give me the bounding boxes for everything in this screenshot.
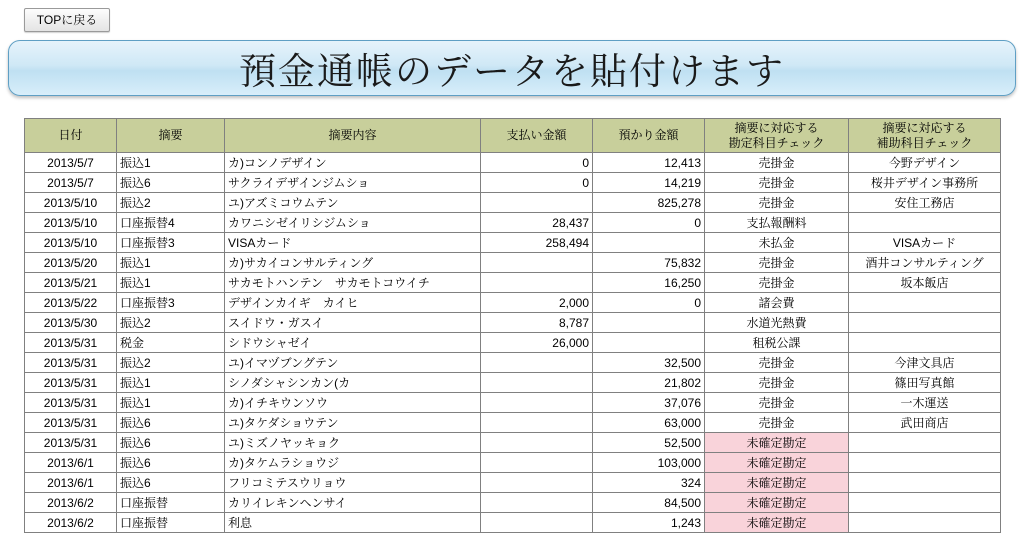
cell-payment[interactable]: 26,000: [481, 333, 593, 353]
table-body: [25, 153, 1001, 533]
cell-sub-account-check[interactable]: [849, 473, 1001, 493]
cell-summary[interactable]: 振込1: [117, 373, 225, 393]
table-row[interactable]: [25, 493, 1001, 513]
cell-summary[interactable]: 振込6: [117, 173, 225, 193]
cell-summary[interactable]: 振込1: [117, 393, 225, 413]
table-row[interactable]: [25, 233, 1001, 253]
cell-detail[interactable]: ユ)アズミコウムテン: [225, 193, 481, 213]
cell-summary[interactable]: 税金: [117, 333, 225, 353]
table-row[interactable]: [25, 513, 1001, 533]
table-row[interactable]: [25, 293, 1001, 313]
cell-detail[interactable]: 利息: [225, 513, 481, 533]
cell-date[interactable]: 2013/5/10: [25, 193, 117, 213]
cell-detail[interactable]: ユ)タケダショウテン: [225, 413, 481, 433]
table-row[interactable]: [25, 473, 1001, 493]
cell-account-check[interactable]: 売掛金: [705, 413, 849, 433]
cell-account-check[interactable]: 租税公課: [705, 333, 849, 353]
cell-payment[interactable]: [481, 393, 593, 413]
cell-payment[interactable]: [481, 453, 593, 473]
cell-detail[interactable]: カ)タケムラショウジ: [225, 453, 481, 473]
cell-detail[interactable]: VISAカード: [225, 233, 481, 253]
cell-payment[interactable]: [481, 413, 593, 433]
cell-deposit[interactable]: 52,500: [593, 433, 705, 453]
table-row[interactable]: [25, 253, 1001, 273]
cell-deposit[interactable]: 63,000: [593, 413, 705, 433]
cell-account-check[interactable]: 売掛金: [705, 253, 849, 273]
cell-detail[interactable]: カワニシゼイリシジムショ: [225, 213, 481, 233]
cell-summary[interactable]: 振込1: [117, 273, 225, 293]
cell-account-check[interactable]: 未確定勘定: [705, 473, 849, 493]
table-row[interactable]: [25, 273, 1001, 293]
cell-date[interactable]: 2013/5/31: [25, 333, 117, 353]
cell-deposit[interactable]: 32,500: [593, 353, 705, 373]
table-row[interactable]: [25, 453, 1001, 473]
cell-date[interactable]: 2013/6/1: [25, 473, 117, 493]
cell-payment[interactable]: [481, 273, 593, 293]
cell-date[interactable]: 2013/5/31: [25, 373, 117, 393]
column-header-account-check-line1: 摘要に対応する: [734, 120, 819, 135]
table-row[interactable]: [25, 433, 1001, 453]
cell-account-check[interactable]: 売掛金: [705, 273, 849, 293]
cell-sub-account-check[interactable]: VISAカード: [849, 233, 1001, 253]
column-header-date-label: 日付: [58, 128, 83, 142]
cell-sub-account-check[interactable]: 桜井デザイン事務所: [849, 173, 1001, 193]
cell-detail[interactable]: フリコミテスウリョウ: [225, 473, 481, 493]
cell-account-check[interactable]: 売掛金: [705, 393, 849, 413]
column-header-account-check: [705, 119, 849, 153]
cell-payment[interactable]: [481, 493, 593, 513]
cell-account-check[interactable]: 諸会費: [705, 293, 849, 313]
cell-date[interactable]: 2013/5/31: [25, 433, 117, 453]
table-row[interactable]: [25, 373, 1001, 393]
page-title: 預金通帳のデータを貼付けます: [239, 50, 785, 93]
cell-sub-account-check[interactable]: 酒井コンサルティング: [849, 253, 1001, 273]
cell-summary[interactable]: 振込2: [117, 193, 225, 213]
cell-deposit[interactable]: [593, 233, 705, 253]
cell-summary[interactable]: 振込6: [117, 413, 225, 433]
cell-summary[interactable]: 振込2: [117, 313, 225, 333]
table-row[interactable]: [25, 313, 1001, 333]
table-row[interactable]: [25, 213, 1001, 233]
cell-date[interactable]: 2013/5/10: [25, 213, 117, 233]
cell-detail[interactable]: カリイレキンヘンサイ: [225, 493, 481, 513]
table-row[interactable]: [25, 173, 1001, 193]
column-header-summary: [117, 119, 225, 153]
cell-detail[interactable]: シドウシャゼイ: [225, 333, 481, 353]
ledger-table: [24, 118, 1001, 533]
cell-summary[interactable]: 振込2: [117, 353, 225, 373]
cell-account-check[interactable]: 未確定勘定: [705, 493, 849, 513]
cell-deposit[interactable]: 0: [593, 213, 705, 233]
column-header-deposit-label: 預かり金額: [618, 128, 679, 142]
cell-sub-account-check[interactable]: 坂本飯店: [849, 273, 1001, 293]
cell-sub-account-check[interactable]: 篠田写真館: [849, 373, 1001, 393]
column-header-summary-label: 摘要: [158, 128, 183, 142]
cell-date[interactable]: 2013/5/31: [25, 413, 117, 433]
cell-detail[interactable]: サクライデザインジムショ: [225, 173, 481, 193]
column-header-sub-account-check: [849, 119, 1001, 153]
cell-date[interactable]: 2013/5/10: [25, 233, 117, 253]
cell-summary[interactable]: 口座振替3: [117, 293, 225, 313]
column-header-date: [25, 119, 117, 153]
column-header-payment-label: 支払い金額: [506, 128, 567, 142]
cell-date[interactable]: 2013/5/30: [25, 313, 117, 333]
cell-deposit[interactable]: [593, 313, 705, 333]
cell-payment[interactable]: [481, 253, 593, 273]
column-header-account-check-line2: 勘定科目チェック: [728, 135, 825, 150]
cell-payment[interactable]: [481, 433, 593, 453]
cell-account-check[interactable]: 未払金: [705, 233, 849, 253]
cell-sub-account-check[interactable]: 今野デザイン: [849, 153, 1001, 173]
cell-date[interactable]: 2013/6/2: [25, 513, 117, 533]
cell-deposit[interactable]: 16,250: [593, 273, 705, 293]
cell-account-check[interactable]: 売掛金: [705, 153, 849, 173]
cell-date[interactable]: 2013/5/31: [25, 393, 117, 413]
cell-deposit[interactable]: [593, 333, 705, 353]
cell-date[interactable]: 2013/5/7: [25, 153, 117, 173]
cell-deposit[interactable]: 1,243: [593, 513, 705, 533]
cell-detail[interactable]: ユ)イマヅブングテン: [225, 353, 481, 373]
column-header-deposit: [593, 119, 705, 153]
cell-payment[interactable]: 0: [481, 153, 593, 173]
back-to-top-button[interactable]: TOPに戻る: [24, 8, 110, 32]
table-header-row: [25, 119, 1001, 153]
column-header-payment: [481, 119, 593, 153]
cell-detail[interactable]: カ)コンノデザイン: [225, 153, 481, 173]
cell-payment[interactable]: [481, 513, 593, 533]
cell-sub-account-check[interactable]: 今津文具店: [849, 353, 1001, 373]
cell-deposit[interactable]: 37,076: [593, 393, 705, 413]
table-row[interactable]: [25, 353, 1001, 373]
table-row[interactable]: [25, 153, 1001, 173]
table-header: [25, 119, 1001, 153]
cell-summary[interactable]: 振込1: [117, 253, 225, 273]
cell-deposit[interactable]: 0: [593, 293, 705, 313]
cell-deposit[interactable]: 324: [593, 473, 705, 493]
cell-deposit[interactable]: 825,278: [593, 193, 705, 213]
cell-sub-account-check[interactable]: [849, 313, 1001, 333]
cell-deposit[interactable]: 14,219: [593, 173, 705, 193]
cell-sub-account-check[interactable]: [849, 513, 1001, 533]
cell-deposit[interactable]: 84,500: [593, 493, 705, 513]
cell-date[interactable]: 2013/5/31: [25, 353, 117, 373]
cell-summary[interactable]: 振込1: [117, 153, 225, 173]
cell-sub-account-check[interactable]: [849, 293, 1001, 313]
cell-payment[interactable]: [481, 373, 593, 393]
cell-detail[interactable]: シノダシャシンカン(カ: [225, 373, 481, 393]
cell-payment[interactable]: 8,787: [481, 313, 593, 333]
cell-summary[interactable]: 口座振替: [117, 493, 225, 513]
cell-sub-account-check[interactable]: [849, 433, 1001, 453]
cell-deposit[interactable]: 103,000: [593, 453, 705, 473]
cell-payment[interactable]: 2,000: [481, 293, 593, 313]
cell-account-check[interactable]: 未確定勘定: [705, 513, 849, 533]
cell-date[interactable]: 2013/5/22: [25, 293, 117, 313]
ledger-table-wrap: [24, 118, 1000, 533]
cell-detail[interactable]: スイドウ・ガスイ: [225, 313, 481, 333]
cell-sub-account-check[interactable]: [849, 333, 1001, 353]
cell-sub-account-check[interactable]: [849, 213, 1001, 233]
cell-payment[interactable]: [481, 353, 593, 373]
title-banner: [8, 40, 1016, 96]
cell-sub-account-check[interactable]: 一木運送: [849, 393, 1001, 413]
cell-sub-account-check[interactable]: [849, 493, 1001, 513]
table-row[interactable]: [25, 393, 1001, 413]
cell-detail[interactable]: ユ)ミズノヤッキョク: [225, 433, 481, 453]
cell-account-check[interactable]: 水道光熱費: [705, 313, 849, 333]
cell-account-check[interactable]: 売掛金: [705, 353, 849, 373]
column-header-detail-label: 摘要内容: [328, 128, 377, 142]
cell-payment[interactable]: 258,494: [481, 233, 593, 253]
cell-detail[interactable]: サカモトハンテン サカモトコウイチ: [225, 273, 481, 293]
cell-detail[interactable]: カ)イチキウンソウ: [225, 393, 481, 413]
column-header-detail: [225, 119, 481, 153]
cell-deposit[interactable]: 21,802: [593, 373, 705, 393]
cell-account-check[interactable]: 未確定勘定: [705, 433, 849, 453]
cell-payment[interactable]: 28,437: [481, 213, 593, 233]
cell-account-check[interactable]: 売掛金: [705, 173, 849, 193]
cell-summary[interactable]: 口座振替3: [117, 233, 225, 253]
table-row[interactable]: [25, 193, 1001, 213]
table-row[interactable]: [25, 413, 1001, 433]
cell-payment[interactable]: 0: [481, 173, 593, 193]
cell-deposit[interactable]: 12,413: [593, 153, 705, 173]
cell-summary[interactable]: 振込6: [117, 453, 225, 473]
cell-sub-account-check[interactable]: 安住工務店: [849, 193, 1001, 213]
cell-summary[interactable]: 振込6: [117, 433, 225, 453]
cell-account-check[interactable]: 未確定勘定: [705, 453, 849, 473]
cell-detail[interactable]: デザインカイギ カイヒ: [225, 293, 481, 313]
cell-date[interactable]: 2013/5/21: [25, 273, 117, 293]
cell-payment[interactable]: [481, 473, 593, 493]
cell-date[interactable]: 2013/6/2: [25, 493, 117, 513]
cell-sub-account-check[interactable]: 武田商店: [849, 413, 1001, 433]
cell-account-check[interactable]: 売掛金: [705, 193, 849, 213]
column-header-sub-account-check-line2: 補助科目チェック: [876, 135, 973, 150]
cell-detail[interactable]: カ)サカイコンサルティング: [225, 253, 481, 273]
cell-summary[interactable]: 振込6: [117, 473, 225, 493]
column-header-sub-account-check-line1: 摘要に対応する: [882, 120, 967, 135]
cell-date[interactable]: 2013/5/20: [25, 253, 117, 273]
cell-account-check[interactable]: 売掛金: [705, 373, 849, 393]
cell-summary[interactable]: 口座振替4: [117, 213, 225, 233]
cell-deposit[interactable]: 75,832: [593, 253, 705, 273]
cell-account-check[interactable]: 支払報酬料: [705, 213, 849, 233]
cell-date[interactable]: 2013/5/7: [25, 173, 117, 193]
cell-sub-account-check[interactable]: [849, 453, 1001, 473]
cell-payment[interactable]: [481, 193, 593, 213]
cell-date[interactable]: 2013/6/1: [25, 453, 117, 473]
cell-summary[interactable]: 口座振替: [117, 513, 225, 533]
table-row[interactable]: [25, 333, 1001, 353]
